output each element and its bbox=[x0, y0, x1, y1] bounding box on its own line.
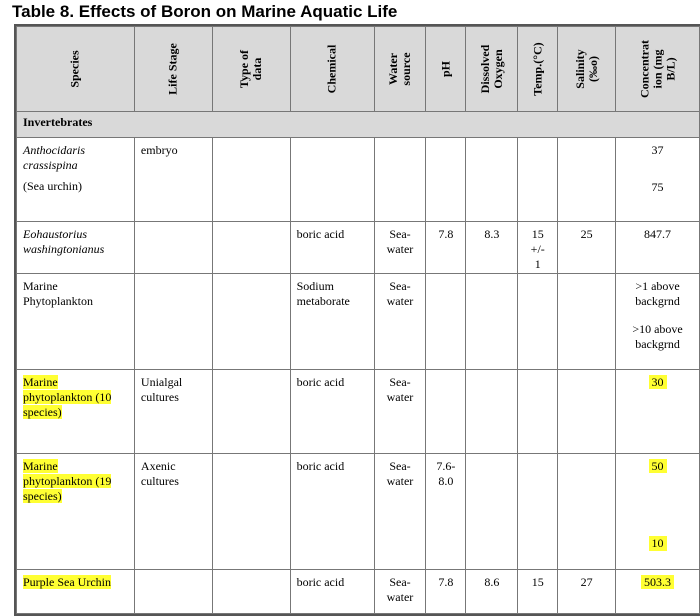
header-salinity: Salinity (‰o) bbox=[558, 27, 616, 112]
table-row bbox=[17, 570, 700, 614]
cell-water: Sea- water bbox=[374, 274, 426, 370]
cell-conc: 30 bbox=[616, 370, 700, 454]
cell-salinity: 27 bbox=[558, 570, 616, 614]
cell-water bbox=[374, 138, 426, 222]
boron-effects-table bbox=[16, 26, 700, 614]
cell-water: Sea- water bbox=[374, 570, 426, 614]
cell-conc: 37 75 bbox=[616, 138, 700, 222]
cell-conc: 847.7 bbox=[616, 222, 700, 274]
cell-type bbox=[212, 370, 290, 454]
cell-type bbox=[212, 222, 290, 274]
cell-species: Marine phytoplankton (19 species) bbox=[17, 454, 135, 570]
cell-salinity bbox=[558, 454, 616, 570]
cell-water: Sea- water bbox=[374, 222, 426, 274]
header-temp: Temp.(°C) bbox=[518, 27, 558, 112]
cell-temp bbox=[518, 138, 558, 222]
cell-do: 8.3 bbox=[466, 222, 518, 274]
cell-do bbox=[466, 274, 518, 370]
cell-temp: 15 bbox=[518, 570, 558, 614]
cell-do bbox=[466, 454, 518, 570]
cell-do: 8.6 bbox=[466, 570, 518, 614]
table-row bbox=[17, 370, 700, 454]
cell-temp bbox=[518, 454, 558, 570]
table-row bbox=[17, 138, 700, 222]
cell-chemical: boric acid bbox=[290, 570, 374, 614]
header-row bbox=[17, 27, 700, 112]
header-life-stage: Life Stage bbox=[134, 27, 212, 112]
cell-salinity bbox=[558, 370, 616, 454]
cell-ph: 7.6- 8.0 bbox=[426, 454, 466, 570]
cell-type bbox=[212, 274, 290, 370]
cell-ph bbox=[426, 370, 466, 454]
cell-chemical: boric acid bbox=[290, 370, 374, 454]
cell-species: Anthocidaris crassispina (Sea urchin) bbox=[17, 138, 135, 222]
cell-life-stage bbox=[134, 570, 212, 614]
cell-life-stage: embryo bbox=[134, 138, 212, 222]
cell-type bbox=[212, 570, 290, 614]
section-row bbox=[17, 112, 700, 138]
cell-conc: 503.3 bbox=[616, 570, 700, 614]
cell-type bbox=[212, 138, 290, 222]
header-dissolved-oxygen: Dissolved Oxygen bbox=[466, 27, 518, 112]
cell-salinity bbox=[558, 138, 616, 222]
cell-chemical bbox=[290, 138, 374, 222]
cell-ph bbox=[426, 274, 466, 370]
cell-life-stage: Unialgal cultures bbox=[134, 370, 212, 454]
cell-life-stage bbox=[134, 222, 212, 274]
header-species: Species bbox=[17, 27, 135, 112]
cell-conc: 50 10 bbox=[616, 454, 700, 570]
section-invertebrates: Invertebrates bbox=[17, 112, 700, 138]
cell-salinity: 25 bbox=[558, 222, 616, 274]
table-row bbox=[17, 222, 700, 274]
cell-ph: 7.8 bbox=[426, 570, 466, 614]
cell-do bbox=[466, 370, 518, 454]
cell-temp: 15 +/- 1 bbox=[518, 222, 558, 274]
header-type-of-data: Type of data bbox=[212, 27, 290, 112]
table-row bbox=[17, 454, 700, 570]
header-ph: pH bbox=[426, 27, 466, 112]
cell-water: Sea- water bbox=[374, 454, 426, 570]
header-chemical: Chemical bbox=[290, 27, 374, 112]
cell-conc: >1 above backgrnd >10 above backgrnd bbox=[616, 274, 700, 370]
cell-species: Marine phytoplankton (10 species) bbox=[17, 370, 135, 454]
cell-species: Eohaustorius washingtonianus bbox=[17, 222, 135, 274]
table-row bbox=[17, 274, 700, 370]
cell-chemical: boric acid bbox=[290, 454, 374, 570]
cell-ph: 7.8 bbox=[426, 222, 466, 274]
table-title: Table 8. Effects of Boron on Marine Aquatic Life bbox=[12, 2, 398, 21]
cell-life-stage bbox=[134, 274, 212, 370]
cell-temp bbox=[518, 370, 558, 454]
header-concentration: Concentrat ion (mg B/L) bbox=[616, 27, 700, 112]
cell-species: Purple Sea Urchin bbox=[17, 570, 135, 614]
cell-chemical: boric acid bbox=[290, 222, 374, 274]
cell-salinity bbox=[558, 274, 616, 370]
cell-do bbox=[466, 138, 518, 222]
cell-temp bbox=[518, 274, 558, 370]
header-water-source: Water source bbox=[374, 27, 426, 112]
cell-water: Sea- water bbox=[374, 370, 426, 454]
cell-life-stage: Axenic cultures bbox=[134, 454, 212, 570]
cell-type bbox=[212, 454, 290, 570]
cell-ph bbox=[426, 138, 466, 222]
cell-species: Marine Phytoplankton bbox=[17, 274, 135, 370]
cell-chemical: Sodium metaborate bbox=[290, 274, 374, 370]
